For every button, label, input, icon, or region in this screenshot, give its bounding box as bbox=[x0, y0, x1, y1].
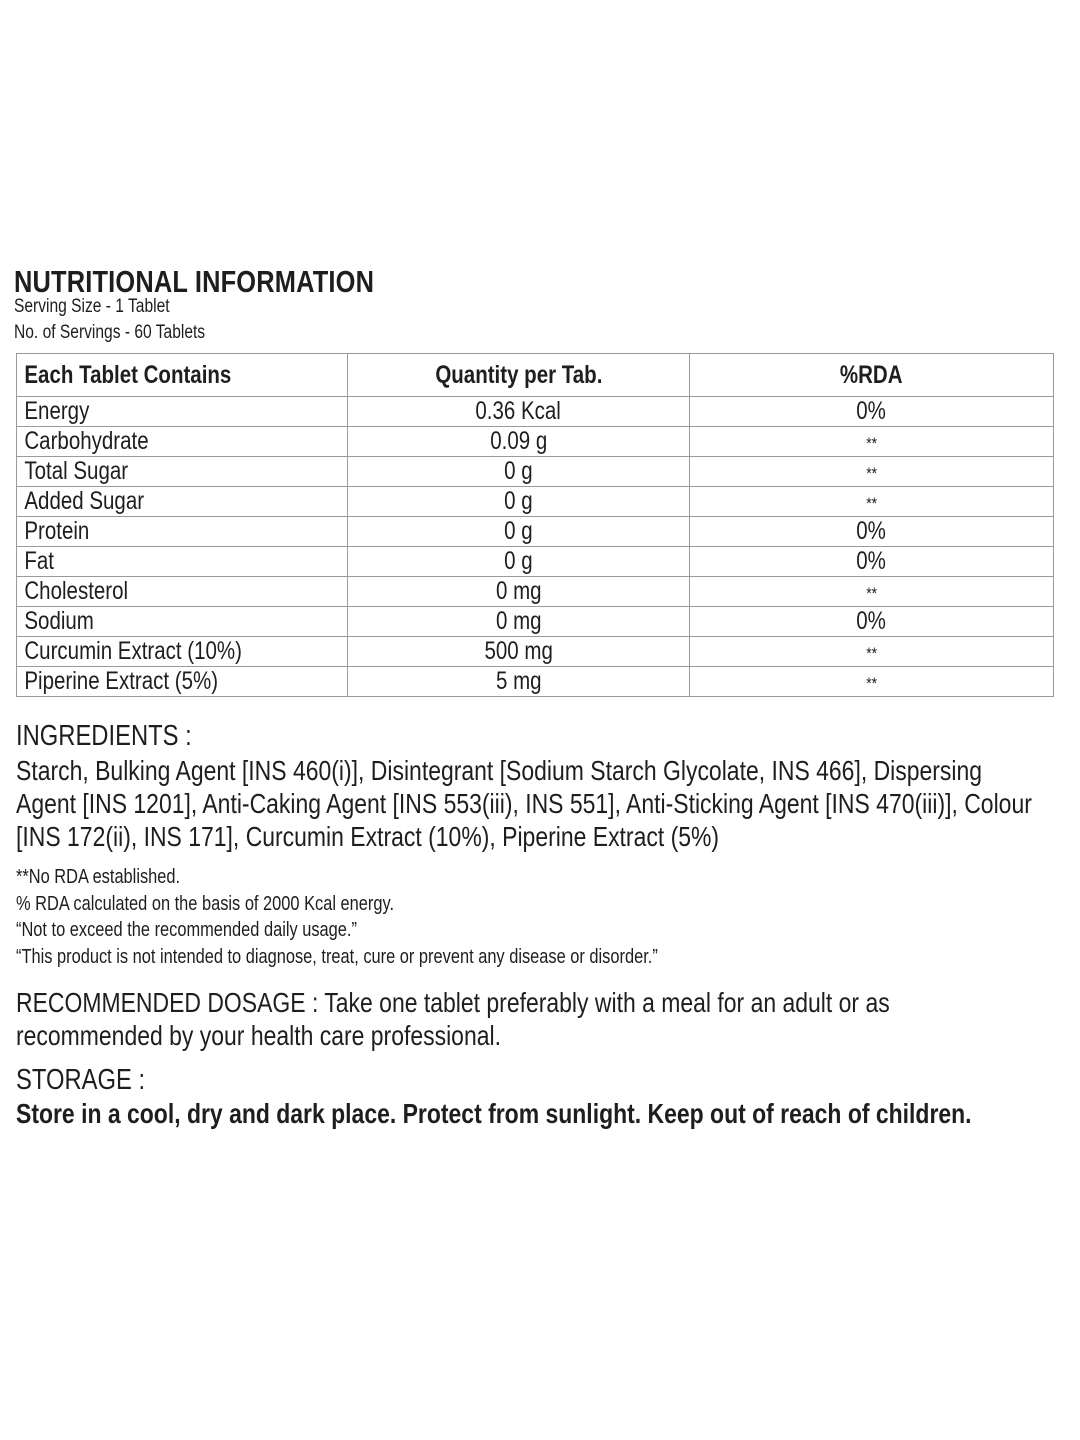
quantity-value: 5 mg bbox=[348, 667, 690, 697]
serving-size bbox=[14, 296, 204, 318]
nutrition-title bbox=[14, 264, 453, 300]
quantity-value: 0.36 Kcal bbox=[348, 397, 690, 427]
table-row bbox=[17, 637, 1054, 667]
table-header-row bbox=[17, 354, 1054, 397]
footnote: “Not to exceed the recommended daily usage.” bbox=[16, 919, 357, 941]
footnote: “This product is not intended to diagnose, treat, cure or prevent any disease or disorder.” bbox=[16, 945, 658, 968]
quantity-value: 500 mg bbox=[348, 637, 690, 667]
rda-value: 0% bbox=[690, 397, 1054, 427]
quantity-value: 0.09 g bbox=[348, 427, 690, 457]
nutrient-name: Sodium bbox=[17, 607, 348, 637]
rda-value: ** bbox=[690, 577, 1054, 607]
nutrient-name: Curcumin Extract (10%) bbox=[17, 637, 348, 667]
header-rda: %RDA bbox=[690, 354, 1054, 397]
header-quantity: Quantity per Tab. bbox=[348, 354, 690, 397]
footnotes bbox=[16, 864, 799, 970]
servings-count bbox=[14, 322, 247, 344]
nutrient-name: Piperine Extract (5%) bbox=[17, 667, 348, 697]
nutrient-name: Fat bbox=[17, 547, 348, 577]
nutrient-name: Total Sugar bbox=[17, 457, 348, 487]
table-row bbox=[17, 547, 1054, 577]
table-row bbox=[17, 457, 1054, 487]
ingredients-list: Starch, Bulking Agent [INS 460(i)], Disintegrant [Sodium Starch Glycolate, INS 466], Dispersing Agent [INS 1201], Anti-Caking Agent [INS 553(iii), INS 551], Anti-Sticking Agent [INS 470(iii)], Colour [INS 172(ii), INS 171], Curcumin Extract (10%), Piperine Extract (5%) bbox=[16, 755, 1032, 852]
header-nutrient: Each Tablet Contains bbox=[17, 354, 348, 397]
rda-value: 0% bbox=[690, 517, 1054, 547]
quantity-value: 0 mg bbox=[348, 607, 690, 637]
nutrition-table bbox=[16, 353, 1054, 697]
table-row bbox=[17, 667, 1054, 697]
storage-heading bbox=[16, 1064, 173, 1097]
quantity-value: 0 g bbox=[348, 487, 690, 517]
nutrient-name: Added Sugar bbox=[17, 487, 348, 517]
table-row bbox=[17, 487, 1054, 517]
nutrient-name: Cholesterol bbox=[17, 577, 348, 607]
footnote: **No RDA established. bbox=[16, 866, 181, 888]
table-row bbox=[17, 607, 1054, 637]
table-row bbox=[17, 427, 1054, 457]
rda-value: 0% bbox=[690, 607, 1054, 637]
table-body bbox=[17, 397, 1054, 697]
quantity-value: 0 mg bbox=[348, 577, 690, 607]
recommended-dosage bbox=[16, 986, 1025, 1052]
rda-value: 0% bbox=[690, 547, 1054, 577]
table-row bbox=[17, 577, 1054, 607]
nutrition-title-text: NUTRITIONAL INFORMATION bbox=[14, 264, 375, 299]
ingredients-heading-text: INGREDIENTS : bbox=[16, 720, 192, 752]
quantity-value: 0 g bbox=[348, 547, 690, 577]
table-row bbox=[17, 517, 1054, 547]
storage-instructions-text: Store in a cool, dry and dark place. Protect from sunlight. Keep out of reach of children. bbox=[16, 1098, 972, 1129]
table-row bbox=[17, 397, 1054, 427]
nutrient-name: Carbohydrate bbox=[17, 427, 348, 457]
rda-value: ** bbox=[690, 637, 1054, 667]
storage-instructions bbox=[16, 1098, 1080, 1130]
ingredients-heading bbox=[16, 720, 230, 753]
serving-size-text: Serving Size - 1 Tablet bbox=[14, 296, 170, 317]
rda-value: ** bbox=[690, 427, 1054, 457]
quantity-value: 0 g bbox=[348, 517, 690, 547]
storage-heading-text: STORAGE : bbox=[16, 1064, 146, 1096]
servings-count-text: No. of Servings - 60 Tablets bbox=[14, 322, 206, 343]
dosage-text: Take one tablet preferably with a meal for an adult or as recommended by your health care professional. bbox=[16, 987, 890, 1051]
rda-value: ** bbox=[690, 457, 1054, 487]
quantity-value: 0 g bbox=[348, 457, 690, 487]
footnote: % RDA calculated on the basis of 2000 Kcal energy. bbox=[16, 892, 395, 915]
nutrient-name: Protein bbox=[17, 517, 348, 547]
nutrient-name: Energy bbox=[17, 397, 348, 427]
rda-value: ** bbox=[690, 667, 1054, 697]
dosage-heading: RECOMMENDED DOSAGE : bbox=[16, 987, 319, 1018]
rda-value: ** bbox=[690, 487, 1054, 517]
